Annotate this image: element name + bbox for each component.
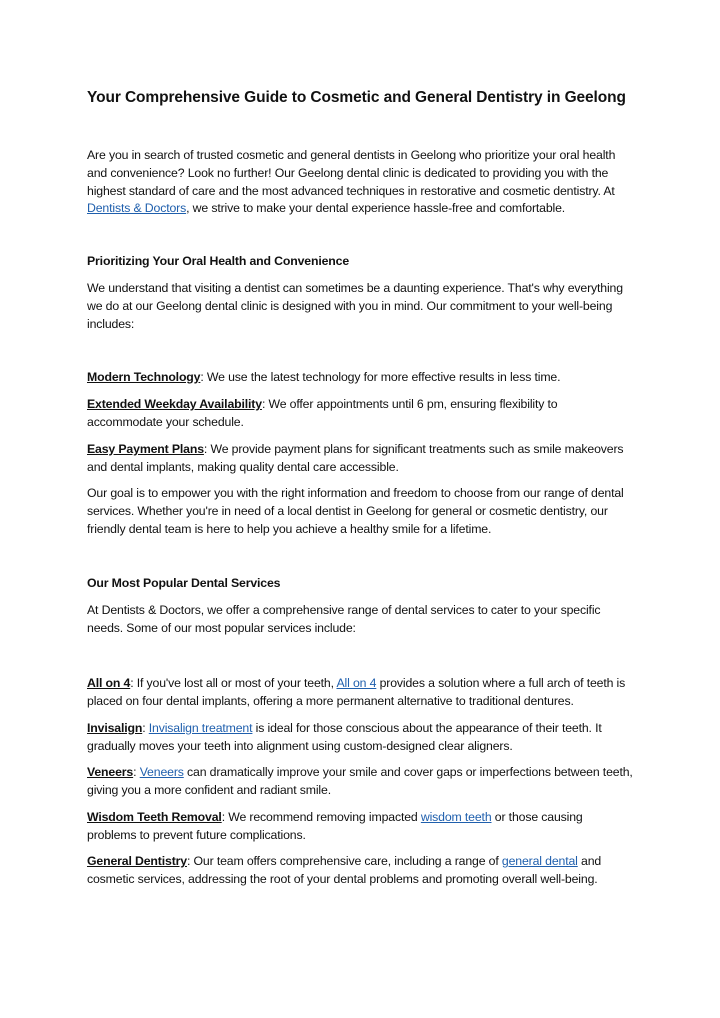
invisalign-link[interactable]: Invisalign treatment [148, 721, 253, 735]
intro-text: Are you in search of trusted cosmetic and general dentists in Geelong who prioritize your oral health and convenience? Look no further! Our Geelong dental clinic is dedicated to providing you with the highest standard of care and the most advanced techniques in restorative and cosmetic dentistry. At [87, 148, 616, 198]
service-item-wisdom-teeth [87, 809, 635, 845]
general-dental-link[interactable]: general dental [501, 854, 578, 868]
list-item-payment-plans [87, 441, 635, 477]
intro-text-end: , we strive to make your dental experience hassle-free and comfortable. [186, 201, 566, 216]
item-term: Easy Payment Plans [87, 442, 204, 456]
item-term: All on 4 [87, 676, 131, 690]
oral-health-paragraph: We understand that visiting a dentist can sometimes be a daunting experience. That's why everything we do at our Geelong dental clinic is designed with you in mind. Our commitment to your well-being includes: [87, 281, 623, 331]
service-item-veneers [87, 764, 635, 800]
item-text: and cosmetic services, addressing the root of your dental problems and promoting overall well-being. [87, 854, 602, 886]
goal-paragraph: Our goal is to empower you with the right information and freedom to choose from our range of dental services. Whether you're in need of a local dentist in Geelong for general or cosmetic dentistry, our friendly dental team is here to help you achieve a healthy smile for a lifetime. [87, 486, 624, 536]
service-item-all-on-4 [87, 675, 635, 711]
item-term: Modern Technology [87, 370, 201, 384]
intro-paragraph [87, 147, 635, 218]
item-term: General Dentistry [87, 854, 187, 868]
item-term: Invisalign [87, 721, 143, 735]
item-text: : We provide payment plans for significant treatments such as smile makeovers and dental implants, making quality dental care accessible. [87, 442, 624, 474]
list-item-modern-technology [87, 369, 635, 387]
item-text: : Our team offers comprehensive care, including a range of [186, 854, 502, 868]
item-term: Veneers [87, 765, 134, 779]
all-on-4-link[interactable]: All on 4 [336, 676, 377, 690]
veneers-link[interactable]: Veneers [139, 765, 184, 779]
document-title: Your Comprehensive Guide to Cosmetic and General Dentistry in Geelong [87, 89, 626, 106]
service-item-invisalign [87, 720, 635, 756]
item-text: : [142, 721, 149, 735]
item-text: provides a solution where a full arch of teeth is placed on four dental implants, offering a more permanent alternative to traditional dentures. [87, 676, 626, 708]
services-paragraph: At Dentists & Doctors, we offer a comprehensive range of dental services to cater to your specific needs. Some of our most popular services include: [87, 603, 601, 635]
service-item-general-dentistry [87, 853, 635, 889]
item-text: : [133, 765, 140, 779]
wisdom-teeth-link[interactable]: wisdom teeth [420, 810, 492, 824]
item-text: is ideal for those conscious about the appearance of their teeth. It gradually moves your teeth into alignment using custom-designed clear aligners. [87, 721, 602, 753]
dentists-doctors-link[interactable]: Dentists & Doctors [87, 201, 187, 216]
item-term: Extended Weekday Availability [87, 397, 262, 411]
item-text: : We offer appointments until 6 pm, ensuring flexibility to accommodate your schedule. [87, 397, 558, 429]
item-text: can dramatically improve your smile and cover gaps or imperfections between teeth, giving you a more confident and radiant smile. [87, 765, 633, 797]
section-heading-oral-health: Prioritizing Your Oral Health and Convenience [87, 254, 350, 268]
item-term: Wisdom Teeth Removal [87, 810, 222, 824]
item-text: : If you've lost all or most of your teeth, [130, 676, 337, 690]
section-heading-services: Our Most Popular Dental Services [87, 576, 281, 590]
item-text: : We recommend removing impacted [221, 810, 421, 824]
item-text: or those causing problems to prevent future complications. [87, 810, 583, 842]
list-item-extended-availability [87, 396, 635, 432]
item-text: : We use the latest technology for more effective results in less time. [200, 370, 561, 384]
